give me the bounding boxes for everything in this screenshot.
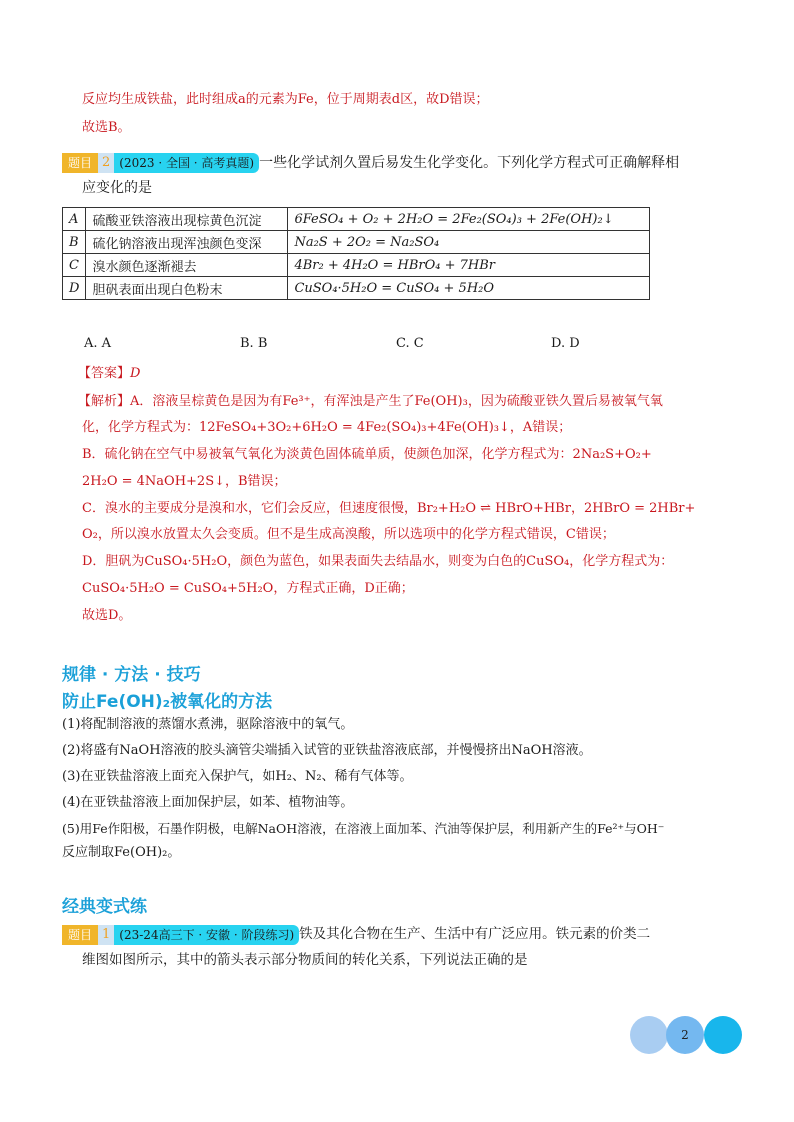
tip-item-4: (4)在亚铁盐溶液上面加保护层，如苯、植物油等。 (62, 795, 354, 810)
question-source: (23-24高三下 · 安徽 · 阶段练习) (114, 925, 299, 945)
question-number: 2 (98, 153, 114, 173)
table-row (63, 208, 650, 231)
top-line-1: 反应均生成铁盐，此时组成a的元素为Fe，位于周期表d区，故D错误； (82, 92, 489, 107)
row-phenomenon: 硫酸亚铁溶液出现棕黄色沉淀 (86, 208, 288, 231)
analysis-line-4: 2H₂O = 4NaOH+2S↓，B错误； (82, 474, 287, 489)
row-letter: B (63, 231, 86, 254)
practice-text-2: 维图如图所示，其中的箭头表示部分物质间的转化关系，下列说法正确的是 (82, 952, 528, 968)
analysis-line-5: C．溴水的主要成分是溴和水，它们会反应，但速度很慢，Br₂+H₂O ⇌ HBrO+HBr，2HBrO = 2HBr+ (82, 501, 696, 516)
page-deco-circle-3 (704, 1016, 742, 1054)
page-number: 2 (681, 1028, 689, 1042)
analysis-line-2: 化，化学方程式为：12FeSO₄+3O₂+6H₂O = 4Fe₂(SO₄)₃+4Fe(OH)₃↓，A错误； (82, 420, 572, 435)
question-text-2: 应变化的是 (82, 180, 152, 196)
practice-question-header (62, 923, 650, 945)
row-equation: CuSO₄·5H₂O = CuSO₄ + 5H₂O (288, 277, 650, 300)
tip-item-5: (5)用Fe作阳极，石墨作阴极，电解NaOH溶液，在溶液上面加苯、汽油等保护层，利用新产生的Fe²⁺与OH⁻ (62, 821, 665, 836)
row-phenomenon: 胆矾表面出现白色粉末 (86, 277, 288, 300)
row-equation: 6FeSO₄ + O₂ + 2H₂O = 2Fe₂(SO₄)₃ + 2Fe(OH)₂↓ (288, 208, 650, 231)
practice-text-1: 铁及其化合物在生产、生活中有广泛应用。铁元素的价类二 (299, 926, 651, 942)
top-line-2: 故选B。 (82, 120, 131, 135)
analysis-line-3: B．硫化钠在空气中易被氧气氧化为淡黄色固体硫单质，使颜色加深，化学方程式为：2Na₂S+O₂+ (82, 447, 652, 462)
tip-item-6: 反应制取Fe(OH)₂。 (62, 845, 181, 860)
analysis-line-7: D．胆矾为CuSO₄·5H₂O，颜色为蓝色，如果表面失去结晶水，则变为白色的CuSO₄，化学方程式为： (82, 554, 674, 569)
question-source: (2023 · 全国 · 高考真题) (114, 153, 259, 173)
choice-c: C. C (396, 336, 424, 351)
question-2-header (62, 152, 679, 174)
table-row (63, 254, 650, 277)
analysis-line-8: CuSO₄·5H₂O = CuSO₄+5H₂O，方程式正确，D正确； (82, 581, 414, 596)
question-number: 1 (98, 925, 114, 945)
row-phenomenon: 硫化钠溶液出现浑浊颜色变深 (86, 231, 288, 254)
analysis-line-1 (78, 392, 663, 412)
tip-item-1: (1)将配制溶液的蒸馏水煮沸，驱除溶液中的氧气。 (62, 717, 354, 732)
analysis-text-1: A．溶液呈棕黄色是因为有Fe³⁺，有浑浊是产生了Fe(OH)₃，因为硫酸亚铁久置后易被氧气氧 (130, 394, 663, 409)
tips-subheading: 防止Fe(OH)₂被氧化的方法 (62, 692, 273, 712)
question-tag: 题目 (62, 153, 98, 173)
page-number-badge (666, 1016, 704, 1054)
analysis-label: 【解析】 (78, 394, 131, 409)
table-row (63, 277, 650, 300)
question-tag: 题目 (62, 925, 98, 945)
row-letter: A (63, 208, 86, 231)
analysis-line-6: O₂，所以溴水放置太久会变质。但不是生成高溴酸，所以选项中的化学方程式错误，C错误； (82, 527, 615, 542)
tips-heading: 规律 · 方法 · 技巧 (62, 665, 201, 685)
analysis-line-9: 故选D。 (82, 608, 132, 623)
row-letter: C (63, 254, 86, 277)
row-letter: D (63, 277, 86, 300)
page-deco-circle-1 (630, 1016, 668, 1054)
choice-b: B. B (240, 336, 268, 351)
choice-a: A. A (84, 336, 112, 351)
answer-value: D (130, 366, 141, 381)
row-equation: 4Br₂ + 4H₂O = HBrO₄ + 7HBr (288, 254, 650, 277)
tip-item-2: (2)将盛有NaOH溶液的胶头滴管尖端插入试管的亚铁盐溶液底部，并慢慢挤出NaOH溶液。 (62, 743, 592, 758)
question-text-1: 一些化学试剂久置后易发生化学变化。下列化学方程式可正确解释相 (259, 155, 680, 171)
row-phenomenon: 溴水颜色逐渐褪去 (86, 254, 288, 277)
choice-d: D. D (551, 336, 580, 351)
table-row (63, 231, 650, 254)
answer-label: 【答案】 (78, 366, 131, 381)
tip-item-3: (3)在亚铁盐溶液上面充入保护气，如H₂、N₂、稀有气体等。 (62, 769, 413, 784)
practice-heading: 经典变式练 (62, 897, 147, 917)
row-equation: Na₂S + 2O₂ = Na₂SO₄ (288, 231, 650, 254)
options-table (62, 207, 650, 300)
answer-line (78, 364, 140, 384)
